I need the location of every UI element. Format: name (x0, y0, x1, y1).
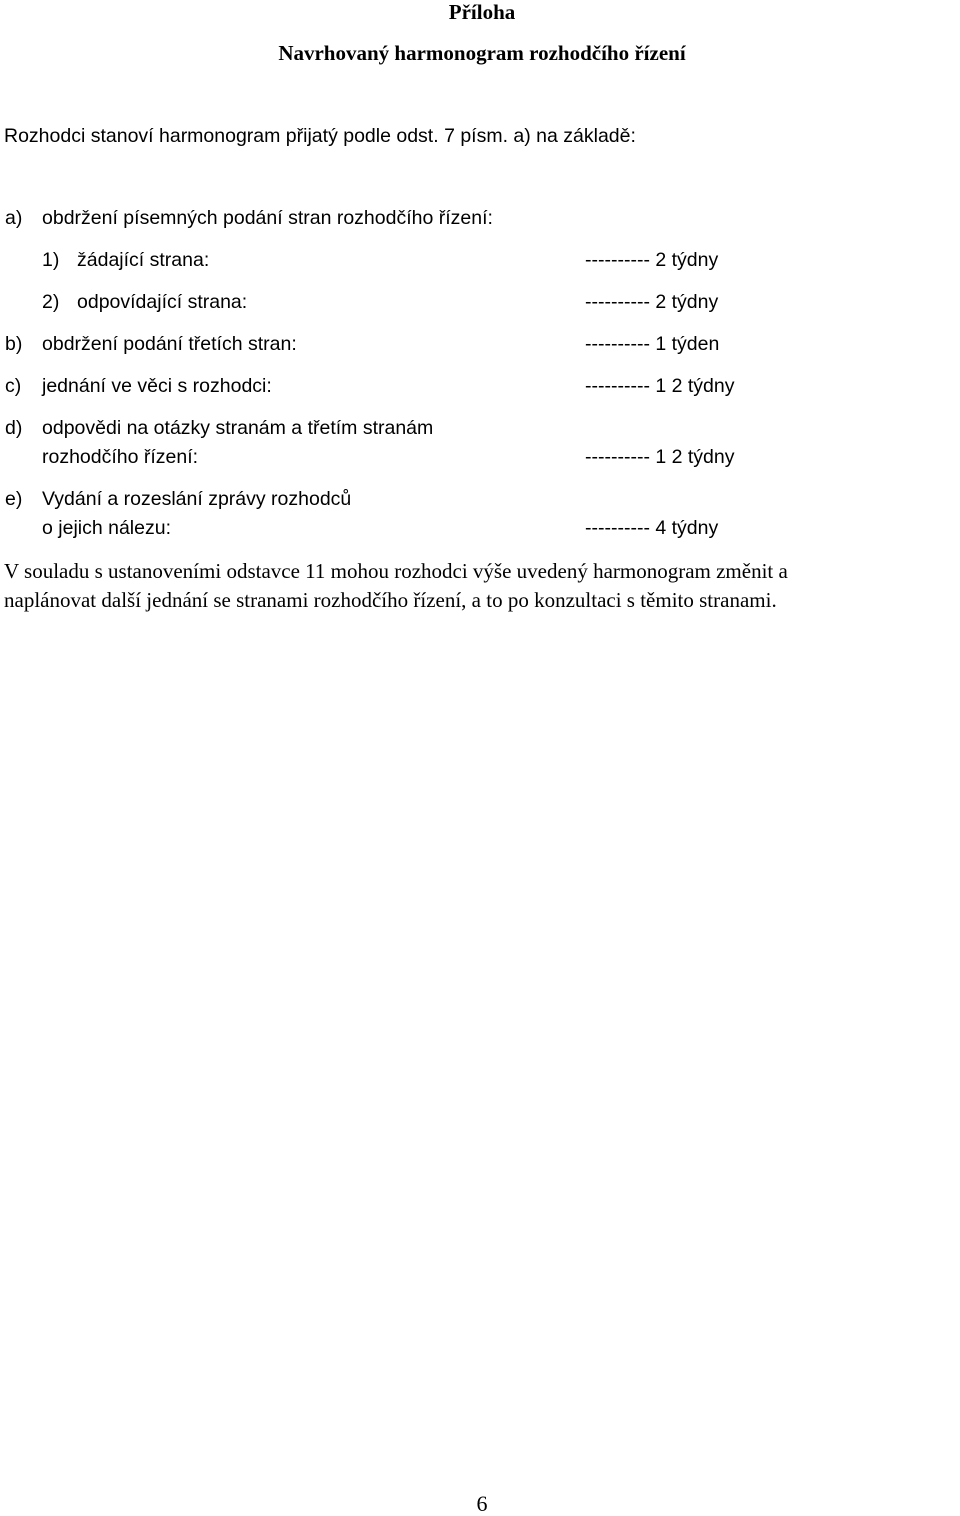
document-title: Navrhovaný harmonogram rozhodčího řízení (278, 41, 686, 65)
subitem-label: žádající strana: (77, 249, 210, 271)
subitem-marker: 1) (42, 249, 60, 271)
item-marker: e) (5, 488, 23, 510)
item-marker: c) (5, 375, 22, 397)
page-number: 6 (476, 1491, 488, 1516)
item-label-line2: o jejich nálezu: (42, 517, 171, 539)
closing-line-2: naplánovat další jednání se stranami rozhodčího řízení, a to po konzultaci s těmito stranami. (4, 588, 777, 612)
subitem-duration: ---------- 2 týdny (585, 291, 719, 313)
item-label-line1: Vydání a rozeslání zprávy rozhodců (42, 488, 352, 510)
item-marker: a) (5, 207, 23, 229)
item-duration: ---------- 1 2 týdny (585, 375, 735, 397)
subitem-duration: ---------- 2 týdny (585, 249, 719, 271)
subitem-label: odpovídající strana: (77, 291, 248, 313)
item-marker: d) (5, 417, 23, 439)
item-duration: ---------- 1 týden (585, 333, 720, 355)
intro-text: Rozhodci stanoví harmonogram přijatý podle odst. 7 písm. a) na základě: (4, 125, 636, 147)
item-label: obdržení písemných podání stran rozhodčího řízení: (42, 207, 493, 229)
item-label: obdržení podání třetích stran: (42, 333, 297, 355)
item-marker: b) (5, 333, 23, 355)
subitem-marker: 2) (42, 291, 60, 313)
item-label-line1: odpovědi na otázky stranám a třetím stranám (42, 417, 434, 439)
closing-line-1: V souladu s ustanoveními odstavce 11 mohou rozhodci výše uvedený harmonogram změnit a (4, 559, 788, 583)
appendix-title: Příloha (448, 0, 516, 24)
item-duration: ---------- 1 2 týdny (585, 446, 735, 468)
item-label-line2: rozhodčího řízení: (42, 446, 199, 468)
item-duration: ---------- 4 týdny (585, 517, 719, 539)
item-label: jednání ve věci s rozhodci: (42, 375, 272, 397)
